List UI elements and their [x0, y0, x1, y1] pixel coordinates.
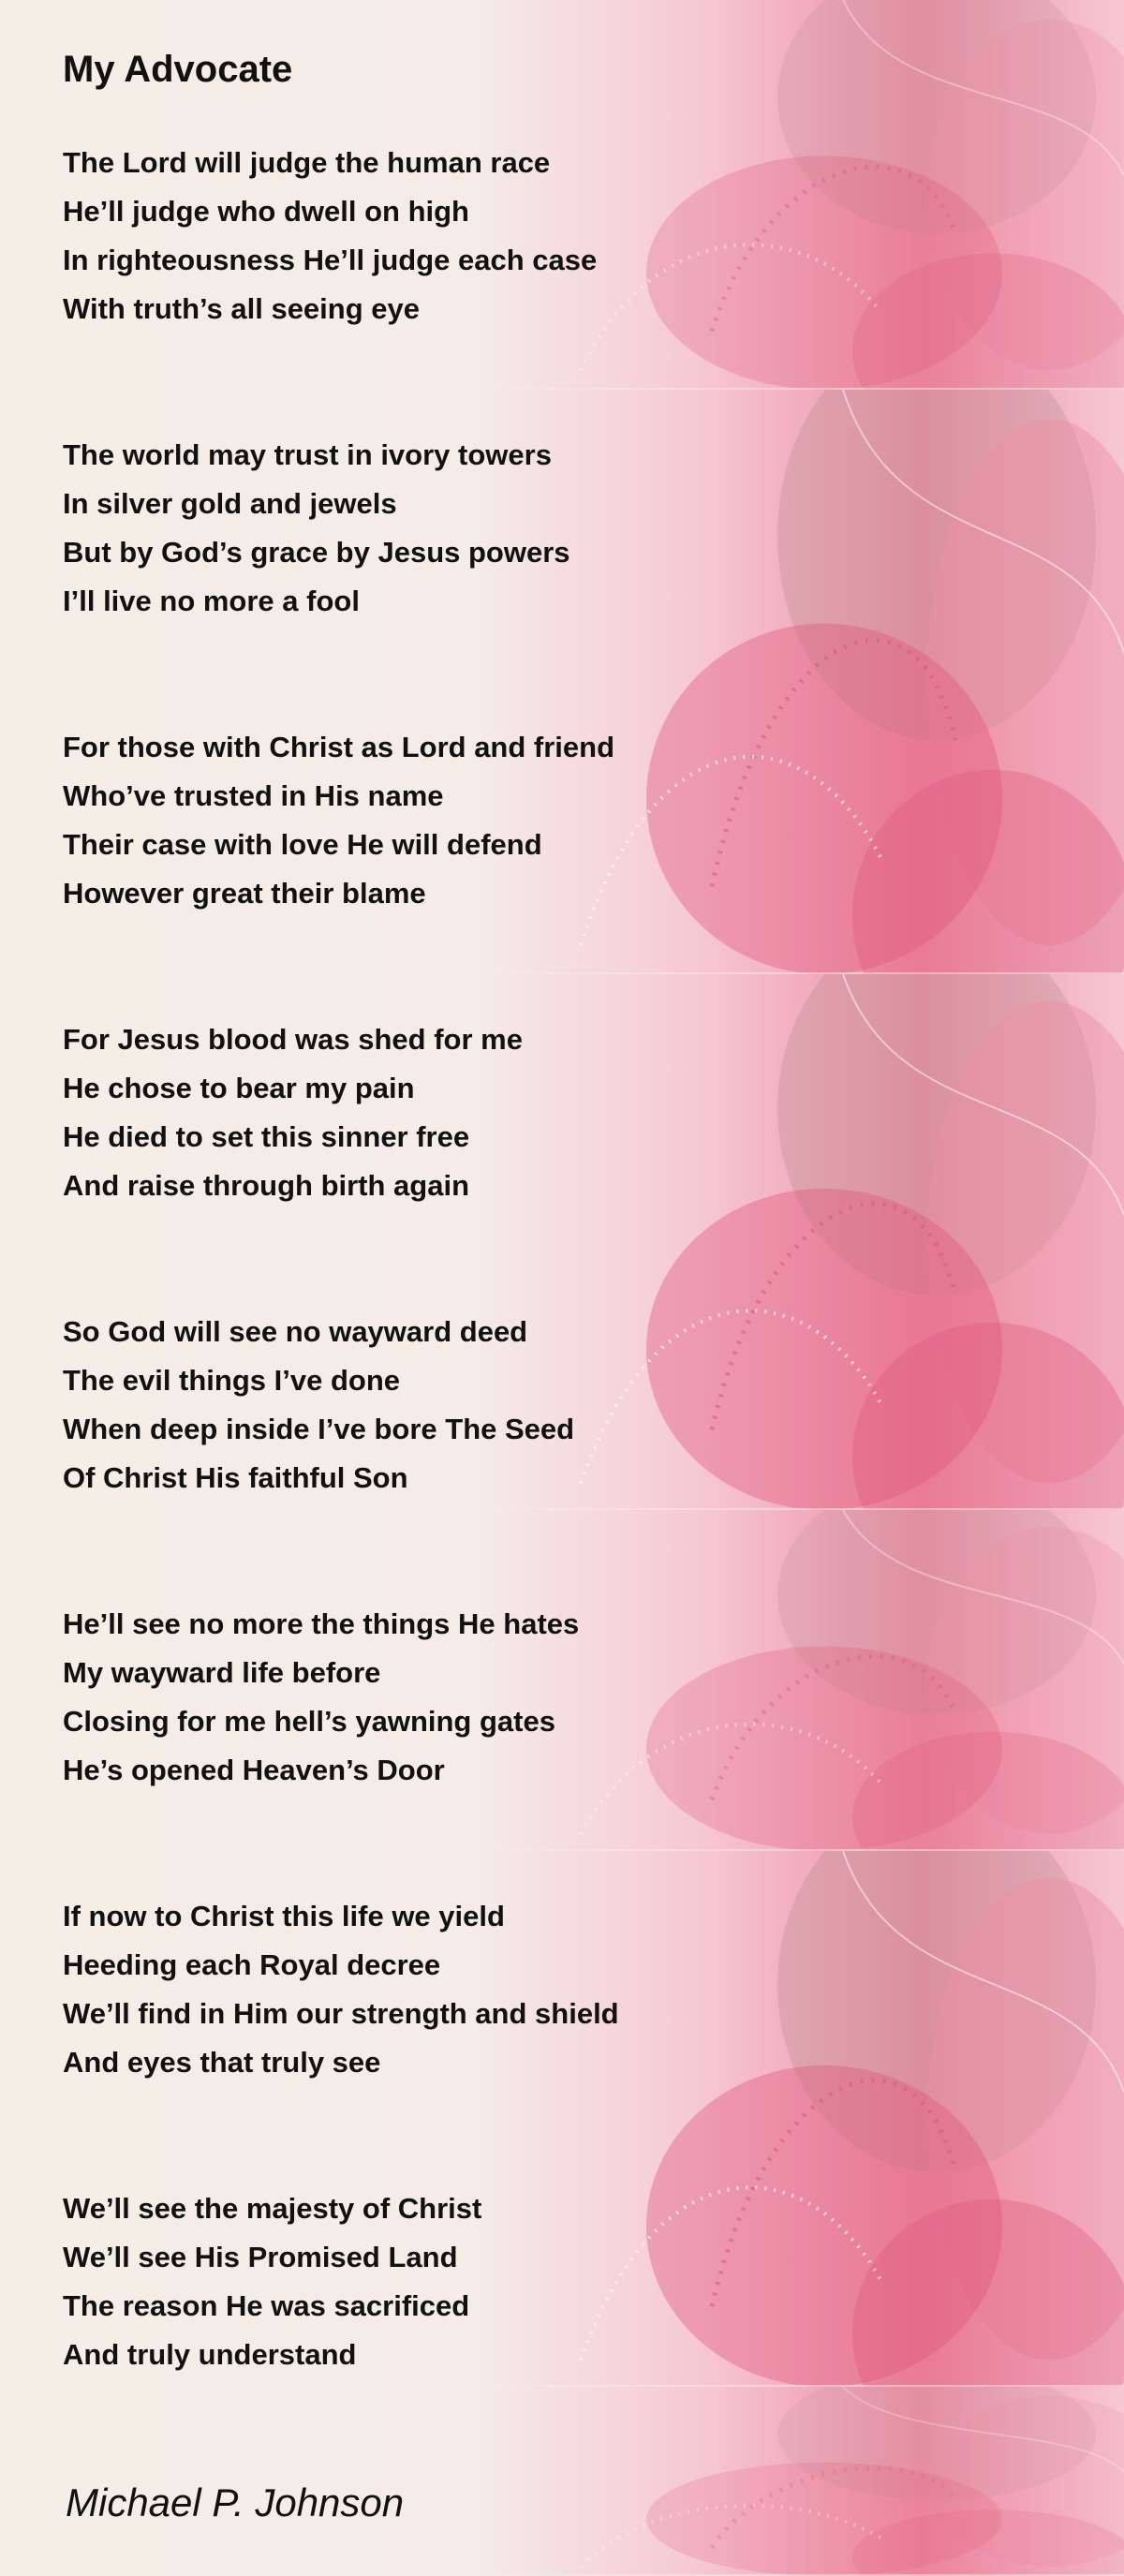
poem-line: The reason He was sacrificed: [63, 2289, 470, 2322]
poem-line: And eyes that truly see: [63, 2046, 381, 2079]
poem-title: My Advocate: [63, 49, 293, 90]
stanza-1: [63, 139, 597, 333]
stanza-2: [63, 431, 570, 626]
stanza-6: [63, 1600, 579, 1795]
poem-line: The evil things I’ve done: [63, 1364, 401, 1397]
poem-line: And truly understand: [63, 2338, 357, 2371]
stanza-8: [63, 2184, 481, 2379]
poem-line: Who’ve trusted in His name: [63, 779, 444, 812]
poem-line: We’ll see the majesty of Christ: [63, 2192, 482, 2225]
poem-line: Closing for me hell’s yawning gates: [63, 1705, 555, 1738]
stanza-3: [63, 723, 614, 918]
poem-line: We’ll find in Him our strength and shield: [63, 1997, 619, 2030]
poem-line: When deep inside I’ve bore The Seed: [63, 1413, 575, 1445]
poem-line: If now to Christ this life we yield: [63, 1900, 505, 1932]
poem-line: I’ll live no more a fool: [63, 585, 360, 617]
poem-line: The Lord will judge the human race: [63, 146, 551, 179]
poem-line: He died to set this sinner free: [63, 1120, 470, 1153]
poem-line: In silver gold and jewels: [63, 487, 397, 520]
stanza-5: [63, 1308, 574, 1503]
poem-line: However great their blame: [63, 877, 426, 910]
poem-line: Heeding each Royal decree: [63, 1948, 441, 1981]
poem-line: But by God’s grace by Jesus powers: [63, 536, 570, 569]
poem-line: For those with Christ as Lord and friend: [63, 731, 615, 763]
stanza-4: [63, 1015, 523, 1210]
poem-line: For Jesus blood was shed for me: [63, 1023, 523, 1056]
poem-line: He’ll judge who dwell on high: [63, 195, 469, 228]
poem-line: And raise through birth again: [63, 1169, 470, 1202]
poem-line: My wayward life before: [63, 1656, 381, 1689]
poem-line: With truth’s all seeing eye: [63, 292, 420, 325]
poem-line: Their case with love He will defend: [63, 828, 542, 861]
poem-line: He chose to bear my pain: [63, 1072, 415, 1104]
poem-line: In righteousness He’ll judge each case: [63, 244, 598, 276]
poem-line: The world may trust in ivory towers: [63, 438, 552, 471]
poem-line: He’s opened Heaven’s Door: [63, 1754, 445, 1786]
stanza-7: [63, 1892, 619, 2087]
poem-line: We’ll see His Promised Land: [63, 2241, 458, 2273]
poem-line: Of Christ His faithful Son: [63, 1461, 408, 1494]
poem-line: He’ll see no more the things He hates: [63, 1607, 580, 1640]
poem-line: So God will see no wayward deed: [63, 1315, 528, 1348]
poem-author: Michael P. Johnson: [66, 2480, 405, 2524]
